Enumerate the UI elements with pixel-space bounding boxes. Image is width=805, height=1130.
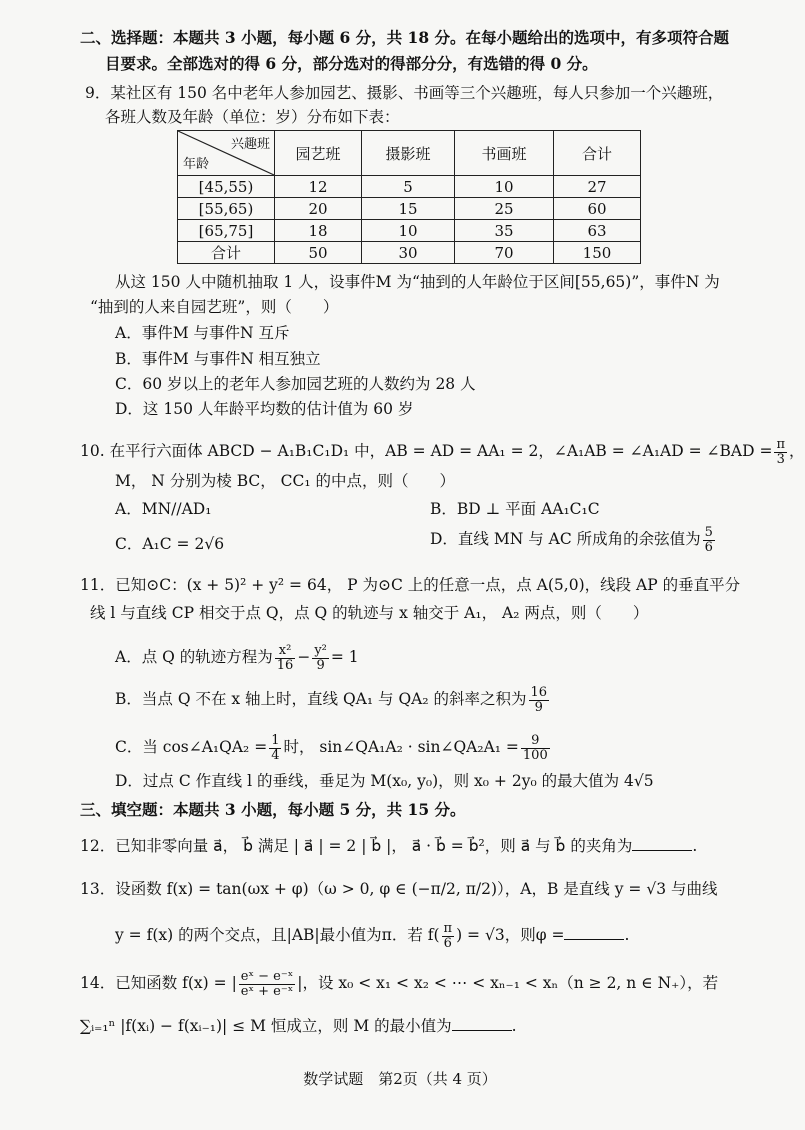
q10-line1 (80, 438, 805, 466)
table-cell: 30 (362, 242, 455, 264)
table-header: 书画班 (455, 131, 554, 176)
q11-option-c-mid: 时， sin∠QA₁A₂ · sin∠QA₂A₁ = (283, 738, 519, 757)
pi-over-6-fraction (442, 922, 455, 950)
q13-line2 (115, 922, 629, 950)
q10-line2: M， N 分别为棱 BC， CC₁ 的中点，则（ ） (115, 472, 456, 490)
16-over-9-fraction (529, 686, 550, 714)
fraction-numerator: π (443, 921, 453, 936)
section3-heading: 三、填空题：本题共 3 小题，每小题 5 分，共 15 分。 (80, 800, 466, 819)
fraction-numerator: y² (314, 643, 327, 658)
fraction-denominator: 9 (534, 699, 543, 715)
tanh-fraction (239, 970, 295, 998)
q9-option-a: A．事件M 与事件N 互斥 (115, 324, 290, 342)
table-header: 摄影班 (362, 131, 455, 176)
fraction-numerator: x² (275, 644, 296, 659)
table-cell: 50 (275, 242, 362, 264)
answer-blank[interactable] (564, 925, 624, 940)
q14-end: . (511, 1017, 517, 1035)
q14-line2-text: ∑ᵢ₌₁ⁿ |f(xᵢ) − f(xᵢ₋₁)| ≤ M 恒成立，则 M 的最小值为 (80, 1017, 452, 1035)
q14-line1 (80, 970, 718, 998)
table-corner-cell (178, 131, 275, 176)
q10-option-c: C．A₁C = 2√6 (115, 535, 225, 553)
table-cell: 10 (362, 220, 455, 242)
fraction-denominator: eˣ + e⁻ˣ (240, 983, 294, 999)
q13-line1: 13．设函数 f(x) = tan(ωx + φ)（ω > 0, φ ∈ (−π/2, π/2)），A，B 是直线 y = √3 与曲线 (80, 880, 718, 898)
q10-option-d-text: D．直线 MN 与 AC 所成角的余弦值为 (430, 530, 701, 549)
table-cell: 5 (362, 176, 455, 198)
fraction-denominator: 100 (522, 747, 548, 763)
q12-end: . (692, 837, 698, 855)
table-row (178, 198, 641, 220)
table-row (178, 242, 641, 264)
five-sixths-fraction (703, 526, 715, 554)
table-cell: 18 (275, 220, 362, 242)
x2-over-16-fraction (275, 644, 296, 672)
q11-line1: 11．已知⊙C：(x + 5)² + y² = 64， P 为⊙C 上的任意一点，点 A(5,0)，线段 AP 的垂直平分 (80, 576, 741, 594)
fraction-denominator: 16 (276, 657, 294, 673)
q9-option-c: C．60 岁以上的老年人参加园艺班的人数约为 28 人 (115, 375, 476, 393)
fraction-numerator: π (776, 437, 785, 452)
fraction-numerator: eˣ − e⁻ˣ (240, 969, 294, 984)
row-label: 合计 (178, 242, 275, 264)
q14-line1-start: 14．已知函数 f(x) = | (80, 974, 237, 993)
q11-option-a (115, 644, 359, 672)
row-label: [45,55) (178, 176, 275, 198)
q11-option-c (115, 734, 552, 762)
age-distribution-table (177, 130, 641, 264)
fraction-numerator: 5 (704, 525, 713, 540)
q9-stem1: 从这 150 人中随机抽取 1 人，设事件M 为“抽到的人年龄位于区间[55,65)”，事件N 为 (115, 273, 720, 291)
fraction-numerator: 16 (530, 685, 548, 700)
answer-blank[interactable] (632, 836, 692, 851)
fraction-numerator: 9 (521, 734, 550, 749)
q10-option-d (430, 526, 717, 554)
table-header: 合计 (554, 131, 641, 176)
q9-line1: 9．某社区有 150 名中老年人参加园艺、摄影、书画等三个兴趣班，每人只参加一个兴趣班， (85, 84, 724, 102)
table-row (178, 176, 641, 198)
q10-option-a: A．MN//AD₁ (115, 500, 212, 518)
fraction-denominator: 9 (316, 657, 325, 673)
row-label: [65,75] (178, 220, 275, 242)
table-cell: 25 (455, 198, 554, 220)
q9-stem2: “抽到的人来自园艺班”，则（ ） (90, 298, 339, 316)
fraction-denominator: 3 (776, 451, 785, 467)
table-cell: 15 (362, 198, 455, 220)
q11-option-a-text: A．点 Q 的轨迹方程为 (115, 648, 273, 667)
corner-bottom-label: 年龄 (183, 157, 210, 172)
q12-line (80, 836, 697, 856)
fraction-denominator: 4 (271, 747, 280, 763)
fraction-denominator: 6 (704, 539, 713, 555)
answer-blank[interactable] (452, 1016, 512, 1031)
pi-over-3-fraction (774, 438, 787, 466)
equals-one: = 1 (330, 648, 359, 667)
corner-top-label: 兴趣班 (230, 137, 270, 152)
one-fourth-fraction (269, 734, 281, 762)
fraction-denominator: 6 (443, 935, 452, 951)
q13-end: . (624, 926, 630, 945)
fraction-numerator: 1 (271, 733, 280, 748)
9-over-100-fraction (521, 734, 550, 762)
q11-option-c-text: C．当 cos∠A₁QA₂ = (115, 738, 268, 757)
q10-line1-text: 10. 在平行六面体 ABCD − A₁B₁C₁D₁ 中，AB = AD = AA₁ = 2，∠A₁AB = ∠A₁AD = ∠BAD = (80, 442, 773, 461)
q11-line2: 线 l 与直线 CP 相交于点 Q，点 Q 的轨迹与 x 轴交于 A₁， A₂ 两点，则（ ） (90, 604, 649, 622)
q11-option-b-text: B．当点 Q 不在 x 轴上时，直线 QA₁ 与 QA₂ 的斜率之积为 (115, 690, 527, 709)
q10-option-b: B．BD ⊥ 平面 AA₁C₁C (430, 500, 600, 518)
q9-option-b: B．事件M 与事件N 相互独立 (115, 350, 321, 368)
table-row (178, 220, 641, 242)
row-label: [55,65) (178, 198, 275, 220)
table-header: 园艺班 (275, 131, 362, 176)
section2-heading-cont: 目要求。全部选对的得 6 分，部分选对的得部分分，有选错的得 0 分。 (105, 54, 598, 73)
q12-text: 12．已知非零向量 a⃗， b⃗ 满足 | a⃗ | = 2 | b⃗ |， a⃗ · b⃗ = b⃗²，则 a⃗ 与 b⃗ 的夹角为 (80, 837, 633, 855)
q10-line1-end: ， (788, 442, 805, 461)
table-cell: 27 (554, 176, 641, 198)
table-cell: 35 (455, 220, 554, 242)
table-cell: 20 (275, 198, 362, 220)
minus-sign: − (297, 648, 311, 667)
q13-line2-end: ) = √3，则φ = (456, 926, 565, 945)
table-cell: 60 (554, 198, 641, 220)
y2-over-9-fraction (312, 644, 329, 672)
q9-option-d: D．这 150 人年龄平均数的估计值为 60 岁 (115, 400, 414, 418)
section2-heading: 二、选择题：本题共 3 小题，每小题 6 分，共 18 分。在每小题给出的选项中，有多项符合题 (80, 28, 730, 47)
q14-line2 (80, 1016, 517, 1036)
table-cell: 150 (554, 242, 641, 264)
q11-option-b (115, 686, 551, 714)
table-cell: 12 (275, 176, 362, 198)
page-footer: 数学试题 第2页（共 4 页） (303, 1070, 497, 1088)
table-cell: 10 (455, 176, 554, 198)
q14-line1-end: |，设 x₀ < x₁ < x₂ < ⋯ < xₙ₋₁ < xₙ（n ≥ 2, n ∈ N₊），若 (297, 974, 719, 993)
q13-line2-start: y = f(x) 的两个交点，且|AB|最小值为π．若 f( (115, 926, 440, 945)
table-cell: 63 (554, 220, 641, 242)
q11-option-d: D．过点 C 作直线 l 的垂线，垂足为 M(x₀, y₀)，则 x₀ + 2y₀ 的最大值为 4√5 (115, 772, 654, 790)
q9-line2: 各班人数及年龄（单位：岁）分布如下表： (105, 108, 400, 126)
table-cell: 70 (455, 242, 554, 264)
